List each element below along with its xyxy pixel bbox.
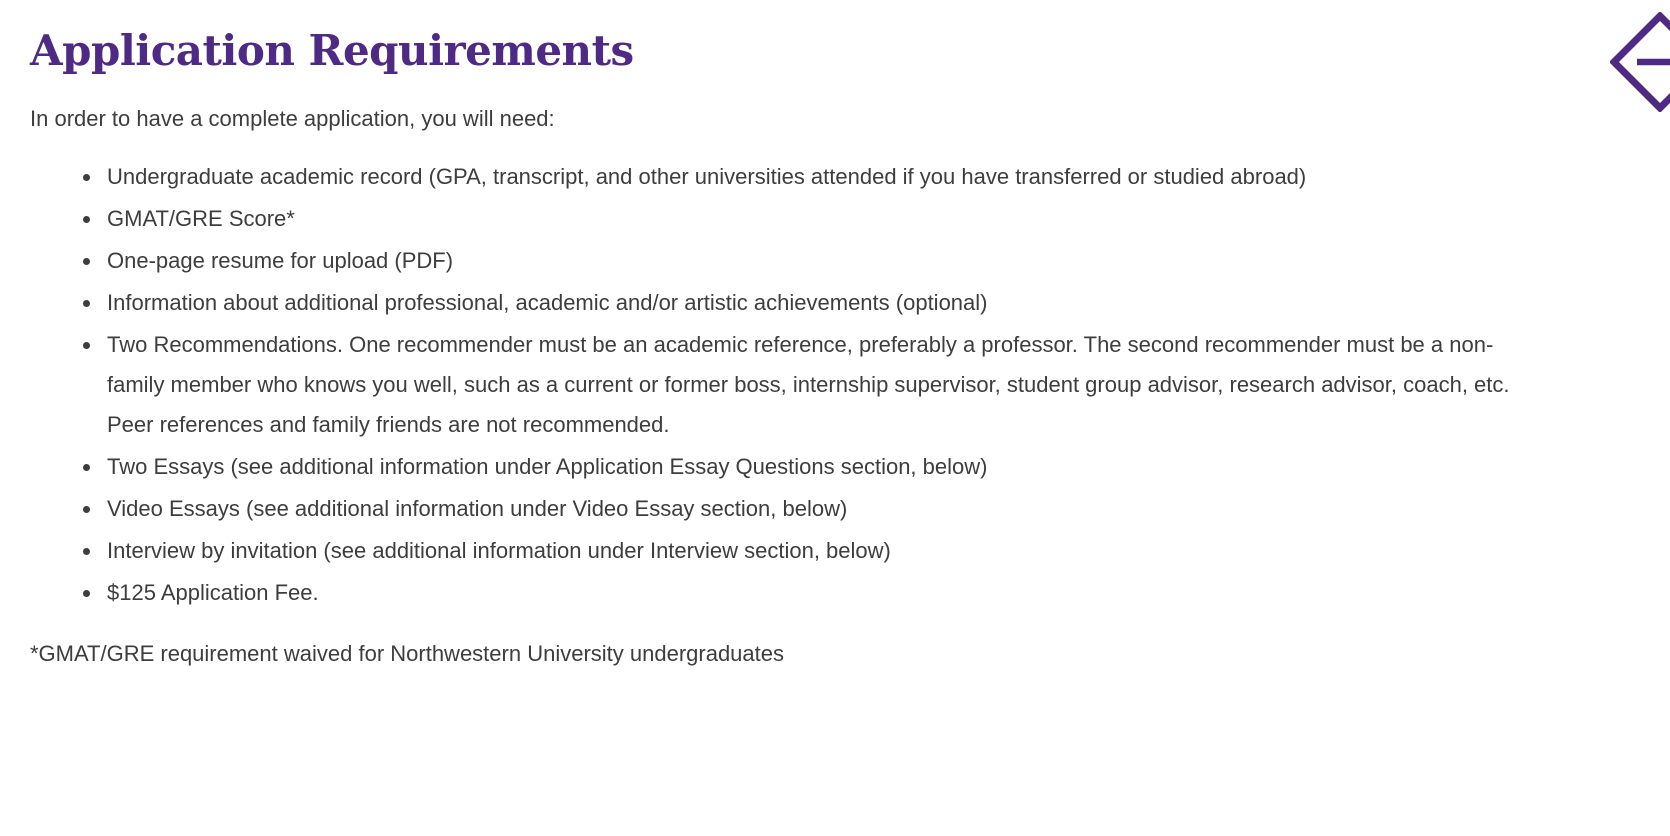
list-item: • $125 Application Fee.: [103, 573, 1543, 613]
diamond-arrow-left-icon[interactable]: [1610, 12, 1670, 112]
list-item: • One-page resume for upload (PDF): [103, 241, 1543, 281]
list-item: • Information about additional professional, academic and/or artistic achievements (optional): [103, 283, 1543, 323]
list-item: • Interview by invitation (see additional information under Interview section, below): [103, 531, 1543, 571]
list-item: • Video Essays (see additional information under Video Essay section, below): [103, 489, 1543, 529]
requirements-list: [0, 157, 1543, 613]
list-item: • GMAT/GRE Score*: [103, 199, 1543, 239]
list-item: • Undergraduate academic record (GPA, transcript, and other universities attended if you have transferred or studied abroad): [103, 157, 1543, 197]
intro-text: In order to have a complete application, you will need:: [30, 106, 555, 132]
list-item: • Two Recommendations. One recommender must be an academic reference, preferably a professor. The second recommender must be a non-family member who knows you well, such as a current or former boss, internship supervisor, student group advisor, research advisor, coach, etc. Peer references and family friends are not recommended.: [103, 325, 1543, 445]
list-item: • Two Essays (see additional information under Application Essay Questions section, below): [103, 447, 1543, 487]
footnote-text: *GMAT/GRE requirement waived for Northwestern University undergraduates: [30, 641, 785, 667]
page-title: Application Requirements: [30, 26, 634, 75]
